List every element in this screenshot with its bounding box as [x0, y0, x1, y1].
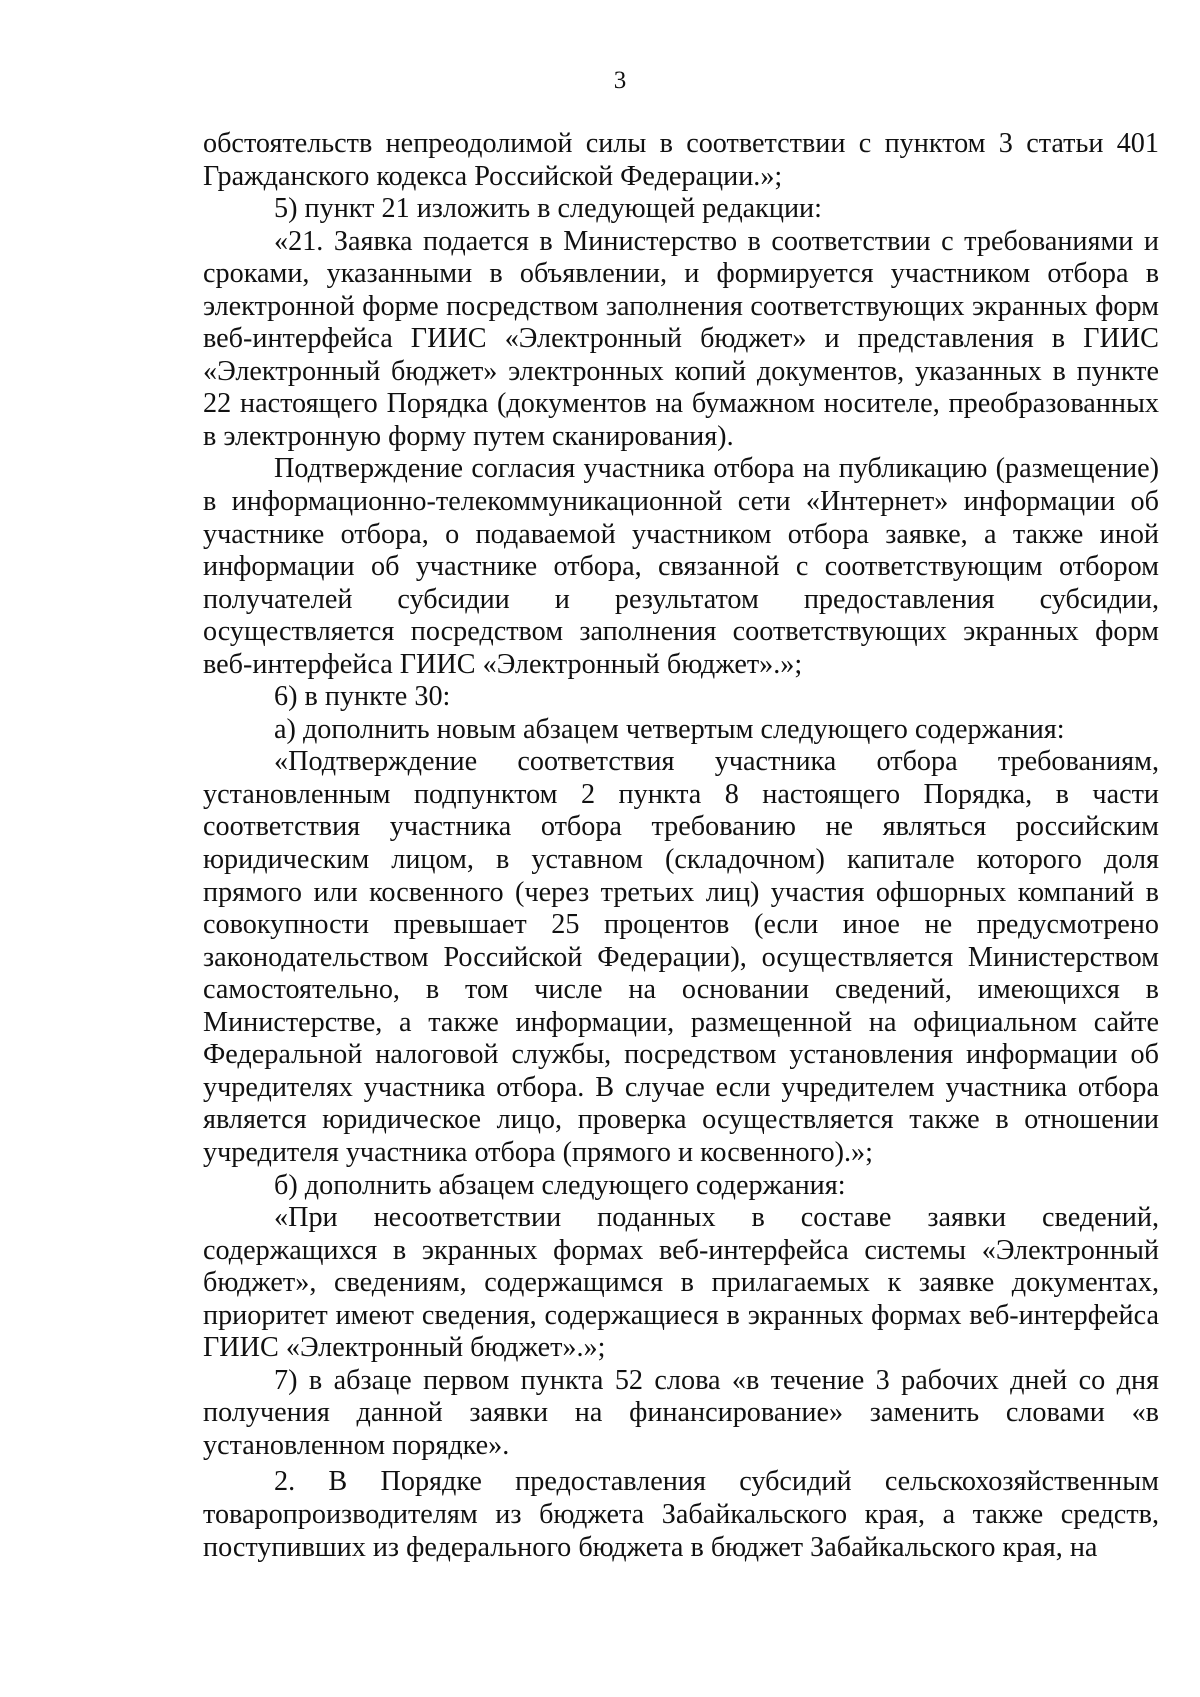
paragraph-consent: Подтверждение согласия участника отбора на публикацию (размещение) в информационно-телекоммуникационной сети «Интернет» информации об участнике отбора, о подаваемой участником отбора заявке, а также иной информации об участнике отбора, связанной с соответствующим отбором получателей субсидии и результатом предоставления субсидии, осуществляется посредством заполнения соответствующих экранных форм веб-интерфейса ГИИС «Электронный бюджет».»;: [203, 453, 1159, 680]
paragraph-item-5: 5) пункт 21 изложить в следующей редакции:: [274, 193, 822, 225]
paragraph-subitem-a: а) дополнить новым абзацем четвертым следующего содержания:: [274, 713, 1065, 745]
paragraph-compliance: «Подтверждение соответствия участника отбора требованиям, установленным подпунктом 2 пункта 8 настоящего Порядка, в части соответствия участника отбора требованию не являться российским юридическим лицом, в уставном (складочном) капитале которого доля прямого или косвенного (через третьих лиц) участия офшорных компаний в совокупности превышает 25 процентов (если иное не предусмотрено законодательством Российской Федерации), осуществляется Министерством самостоятельно, в том числе на основании сведений, имеющихся в Министерстве, а также информации, размещенной на официальном сайте Федеральной налоговой службы, посредством установления информации об учредителях участника отбора. В случае если учредителем участника отбора является юридическое лицо, проверка осуществляется также в отношении учредителя участника отбора (прямого и косвенного).»;: [203, 746, 1159, 1168]
paragraph-clause-21: «21. Заявка подается в Министерство в соответствии с требованиями и сроками, указанными в объявлении, и формируется участником отбора в электронной форме посредством заполнения соответствующих экранных форм веб-интерфейса ГИИС «Электронный бюджет» и представления в ГИИС «Электронный бюджет» электронных копий документов, указанных в пункте 22 настоящего Порядка (документов на бумажном носителе, преобразованных в электронную форму путем сканирования).: [203, 225, 1159, 452]
page-number: 3: [613, 67, 627, 94]
paragraph-item-6: 6) в пункте 30:: [274, 681, 451, 713]
paragraph-continuation: обстоятельств непреодолимой силы в соответствии с пунктом 3 статьи 401 Гражданского кодекса Российской Федерации.»;: [203, 128, 1159, 192]
paragraph-subitem-b: б) дополнить абзацем следующего содержания:: [274, 1169, 846, 1201]
paragraph-section-2: 2. В Порядке предоставления субсидий сельскохозяйственным товаропроизводителям из бюджета Забайкальского края, а также средств, поступивших из федерального бюджета в бюджет Забайкальского края, на: [203, 1466, 1159, 1563]
document-body: [203, 128, 1159, 1564]
paragraph-item-7: 7) в абзаце первом пункта 52 слова «в течение 3 рабочих дней со дня получения данной заявки на финансирование» заменить словами «в установленном порядке».: [203, 1364, 1159, 1461]
paragraph-discrepancy: «При несоответствии поданных в составе заявки сведений, содержащихся в экранных формах веб-интерфейса системы «Электронный бюджет», сведениям, содержащимся в прилагаемых к заявке документах, приоритет имеют сведения, содержащиеся в экранных формах веб-интерфейса ГИИС «Электронный бюджет».»;: [203, 1202, 1159, 1364]
